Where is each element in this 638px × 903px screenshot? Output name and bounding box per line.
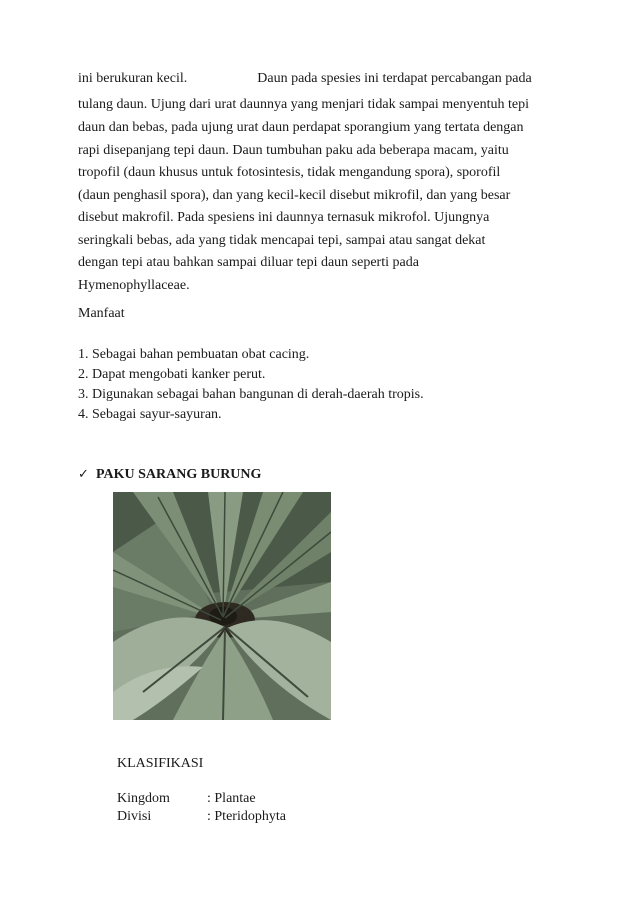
- manfaat-item: 4. Sebagai sayur-sayuran.: [78, 407, 222, 422]
- paragraph-line: tulang daun. Ujung dari urat daunnya yang menjari tidak sampai menyentuh tepi: [78, 97, 529, 112]
- klasifikasi-key: Divisi: [117, 809, 152, 824]
- paragraph-line: rapi disepanjang tepi daun. Daun tumbuhan paku ada beberapa macam, yaitu: [78, 143, 509, 158]
- manfaat-item: 2. Dapat mengobati kanker perut.: [78, 367, 266, 382]
- paragraph-line: seringkali bebas, ada yang tidak mencapai tepi, sampai atau sangat dekat: [78, 233, 486, 248]
- section-heading: [78, 467, 261, 483]
- klasifikasi-key: Kingdom: [117, 791, 170, 806]
- checkmark-icon: ✓: [78, 467, 89, 482]
- paragraph-line: (daun penghasil spora), dan yang kecil-kecil disebut mikrofil, dan yang besar: [78, 188, 511, 203]
- paragraph-line-1: [78, 70, 532, 88]
- bird-nest-fern-photo: [113, 492, 331, 720]
- manfaat-item: 1. Sebagai bahan pembuatan obat cacing.: [78, 347, 310, 362]
- manfaat-title: Manfaat: [78, 306, 125, 321]
- klasifikasi-value: : Plantae: [207, 791, 256, 806]
- manfaat-item: 3. Digunakan sebagai bahan bangunan di derah-daerah tropis.: [78, 387, 424, 402]
- section-heading-text: PAKU SARANG BURUNG: [96, 467, 262, 482]
- klasifikasi-value: : Pteridophyta: [207, 809, 286, 824]
- paragraph-line: daun dan bebas, pada ujung urat daun perdapat sporangium yang tertata dengan: [78, 120, 524, 135]
- paragraph-line: disebut makrofil. Pada spesiens ini daunnya ternasuk mikrofol. Ujungnya: [78, 210, 490, 225]
- paragraph-line: dengan tepi atau bahkan sampai diluar tepi daun seperti pada: [78, 255, 419, 270]
- klasifikasi-title: KLASIFIKASI: [117, 756, 204, 771]
- paragraph-line: tropofil (daun khusus untuk fotosintesis, tidak mengandung spora), sporofil: [78, 165, 501, 180]
- klasifikasi-row: [117, 808, 286, 826]
- paragraph-line-1-a: ini berukuran kecil.: [78, 71, 188, 86]
- paragraph-line-1-b: Daun pada spesies ini terdapat percabangan pada: [257, 71, 532, 86]
- klasifikasi-row: [117, 790, 256, 808]
- paragraph-line: Hymenophyllaceae.: [78, 278, 190, 293]
